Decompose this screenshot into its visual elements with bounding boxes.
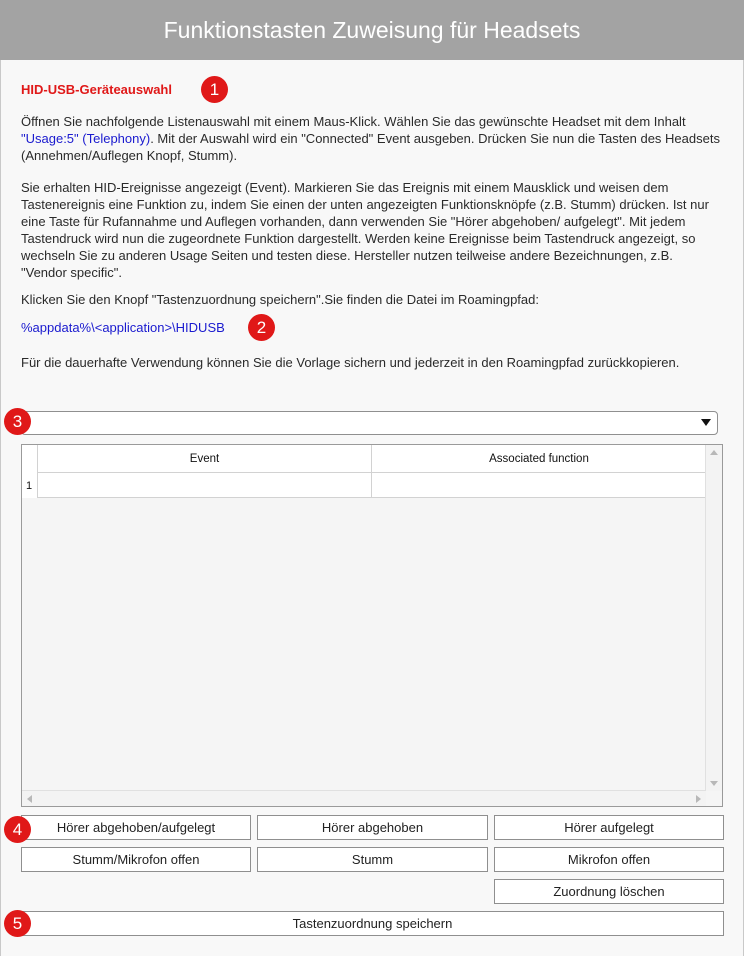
clear-assignment-button[interactable]: Zuordnung löschen xyxy=(494,879,724,904)
scroll-down-icon[interactable] xyxy=(710,781,718,786)
instructions-paragraph-3: Klicken Sie den Knopf "Tastenzuordnung speichern".Sie finden die Datei im Roamingpfad: xyxy=(21,292,539,307)
dropdown-arrow-icon[interactable] xyxy=(701,419,711,426)
callout-badge-1: 1 xyxy=(201,76,228,103)
grid-header xyxy=(38,445,706,473)
scroll-up-icon[interactable] xyxy=(710,450,718,455)
instructions-paragraph-4: Für die dauerhafte Verwendung können Sie die Vorlage sichern und jederzeit in den Roamingpfad zurückkopieren. xyxy=(21,355,680,370)
vertical-scrollbar[interactable] xyxy=(705,445,722,791)
horizontal-scrollbar[interactable] xyxy=(22,790,706,806)
instructions-paragraph-1: Öffnen Sie nachfolgende Listenauswahl mit einem Maus-Klick. Wählen Sie das gewünschte Headset mit dem Inhalt "Usage:5" (Telephony). Mit der Auswahl wird ein "Connected" Event ausgeben. Drücken Sie nun die Tasten des Headsets (Annehmen/Auflegen Knopf, Stumm). xyxy=(21,114,720,163)
cell-function[interactable] xyxy=(372,473,706,498)
on-hook-button[interactable]: Hörer aufgelegt xyxy=(494,815,724,840)
off-hook-button[interactable]: Hörer abgehoben xyxy=(257,815,488,840)
usage-highlight: "Usage:5" (Telephony) xyxy=(21,131,151,146)
save-assignment-button[interactable]: Tastenzuordnung speichern xyxy=(21,911,724,936)
device-select[interactable] xyxy=(21,411,718,435)
mute-button[interactable]: Stumm xyxy=(257,847,488,872)
cell-event[interactable] xyxy=(38,473,372,498)
window-title: Funktionstasten Zuweisung für Headsets xyxy=(0,0,744,60)
column-header-event[interactable]: Event xyxy=(38,445,372,473)
scroll-left-icon[interactable] xyxy=(27,795,32,803)
row-number: 1 xyxy=(26,480,33,492)
section-heading: HID-USB-Geräteauswahl xyxy=(21,82,172,97)
table-row[interactable] xyxy=(38,473,706,498)
callout-badge-4: 4 xyxy=(4,816,31,843)
callout-badge-2: 2 xyxy=(248,314,275,341)
callout-badge-3: 3 xyxy=(4,408,31,435)
event-grid[interactable] xyxy=(21,444,723,807)
mute-toggle-button[interactable]: Stumm/Mikrofon offen xyxy=(21,847,251,872)
callout-badge-5: 5 xyxy=(4,910,31,937)
instructions-paragraph-2: Sie erhalten HID-Ereignisse angezeigt (Event). Markieren Sie das Ereignis mit einem Mausklick und weisen dem Tastenereignis eine Funktion zu, indem Sie einen der unten angezeigten Funktionsknöpfe (z.B. Stumm) drücken. Ist nur eine Taste für Rufannahme und Auflegen vorhanden, dann verwenden Sie "Hörer abgehoben/ aufgelegt". Mit jedem Tastendruck wird nun die zugeordnete Funktion dargestellt. Werden keine Ereignisse beim Tastendruck angezeigt, so wechseln Sie zu anderen Usage Seiten und testen diese. Hersteller nutzen teilweise andere Bezeichnungen, z.B. "Vendor specific". xyxy=(21,180,709,280)
hook-toggle-button[interactable]: Hörer abgehoben/aufgelegt xyxy=(21,815,251,840)
row-header-column xyxy=(22,445,38,498)
mic-open-button[interactable]: Mikrofon offen xyxy=(494,847,724,872)
roaming-path: %appdata%\<application>\HIDUSB xyxy=(21,320,225,335)
scroll-right-icon[interactable] xyxy=(696,795,701,803)
column-header-associated-function[interactable]: Associated function xyxy=(489,453,589,465)
